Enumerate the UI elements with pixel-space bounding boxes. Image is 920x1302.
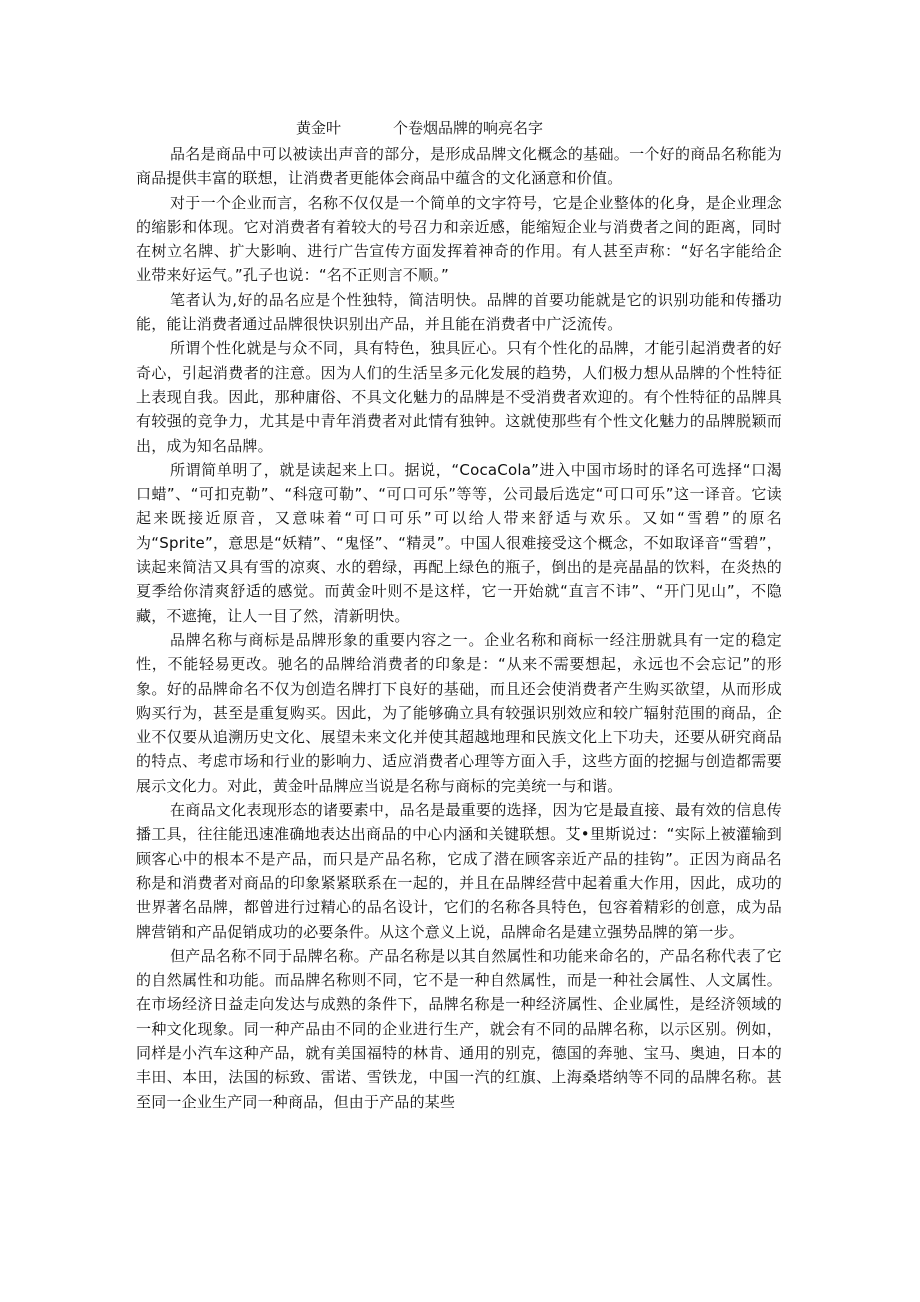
title-left: 黄金叶 xyxy=(296,119,342,137)
document-title xyxy=(296,117,776,139)
paragraph: 但产品名称不同于品牌名称。产品名称是以其自然属性和功能来命名的，产品名称代表了它的自然属性和功能。而品牌名称则不同，它不是一种自然属性，而是一种社会属性、人文属性。在市场经济日益走向发达与成熟的条件下，品牌名称是一种经济属性、企业属性，是经济领域的一种文化现象。同一种产品由不同的企业进行生产，就会有不同的品牌名称，以示区别。例如，同样是小汽车这种产品，就有美国福特的林肯、通用的别克，德国的奔驰、宝马、奥迪，日本的丰田、本田，法国的标致、雷诺、雪铁龙，中国一汽的红旗、上海桑塔纳等不同的品牌名称。甚至同一企业生产同一种商品，但由于产品的某些 xyxy=(136,946,782,1111)
paragraph: 所谓简单明了，就是读起来上口。据说，“CocaCola”进入中国市场时的译名可选择“口渴口蜡”、“可扣克勒”、“科寇可勒”、“可口可乐”等等，公司最后选定“可口可乐”这一译音。它读起来既接近原音，又意味着“可口可乐”可以给人带来舒适与欢乐。又如“雪碧”的原名为“Sprite”，意思是“妖精”、“鬼怪”、“精灵”。中国人很难接受这个概念，不如取译音“雪碧”，读起来简洁又具有雪的凉爽、水的碧绿，再配上绿色的瓶子，倒出的是亮晶晶的饮料，在炎热的夏季给你清爽舒适的感觉。而黄金叶则不是这样，它一开始就“直言不讳”、“开门见山”，不隐藏，不遮掩，让人一目了然，清新明快。 xyxy=(136,460,782,625)
paragraph: 品名是商品中可以被读出声音的部分，是形成品牌文化概念的基础。一个好的商品名称能为商品提供丰富的联想，让消费者更能体会商品中蕴含的文化涵意和价值。 xyxy=(136,145,782,188)
paragraph: 所谓个性化就是与众不同，具有特色，独具匠心。只有个性化的品牌，才能引起消费者的好奇心，引起消费者的注意。因为人们的生活呈多元化发展的趋势，人们极力想从品牌的个性特征上表现自我。因此，那种庸俗、不具文化魅力的品牌是不受消费者欢迎的。有个性特征的品牌具有较强的竞争力，尤其是中青年消费者对此情有独钟。这就使那些有个性文化魅力的品牌脱颖而出，成为知名品牌。 xyxy=(136,339,782,455)
title-right: 个卷烟品牌的响亮名字 xyxy=(393,119,544,137)
paragraph: 在商品文化表现形态的诸要素中，品名是最重要的选择，因为它是最直接、最有效的信息传播工具，往往能迅速准确地表达出商品的中心内涵和关键联想。艾•里斯说过：“实际上被灌输到顾客心中的根本不是产品，而只是产品名称，它成了潜在顾客亲近产品的挂钩”。正因为商品名称是和消费者对商品的印象紧紧联系在一起的，并且在品牌经营中起着重大作用，因此，成功的世界著名品牌，都曾进行过精心的品名设计，它们的名称各具特色，包容着精彩的创意，成为品牌营销和产品促销成功的必要条件。从这个意义上说，品牌命名是建立强势品牌的第一步。 xyxy=(136,801,782,941)
paragraph: 笔者认为,好的品名应是个性独特，简洁明快。品牌的首要功能就是它的识别功能和传播功能，能让消费者通过品牌很快识别出产品，并且能在消费者中广泛流传。 xyxy=(136,290,782,334)
paragraph: 品牌名称与商标是品牌形象的重要内容之一。企业名称和商标一经注册就具有一定的稳定性，不能轻易更改。驰名的品牌给消费者的印象是：“从来不需要想起，永远也不会忘记”的形象。好的品牌命名不仅为创造名牌打下良好的基础，而且还会使消费者产生购买欲望，从而形成购买行为，甚至是重复购买。因此，为了能够确立具有较强识别效应和较广辐射范围的商品，企业不仅要从追溯历史文化、展望未来文化并使其超越地理和民族文化上下功夫，还要从研究商品的特点、考虑市场和行业的影响力、适应消费者心理等方面入手，这些方面的挖掘与创造都需要展示文化力。对此，黄金叶品牌应当说是名称与商标的完美统一与和谐。 xyxy=(136,630,782,795)
paragraph: 对于一个企业而言，名称不仅仅是一个简单的文字符号，它是企业整体的化身，是企业理念的缩影和体现。它对消费者有着较大的号召力和亲近感，能缩短企业与消费者之间的距离，同时在树立名牌、扩大影响、进行广告宣传方面发挥着神奇的作用。有人甚至声称：“好名字能给企业带来好运气。”孔子也说：“名不正则言不顺。” xyxy=(136,193,782,285)
document-body xyxy=(136,142,782,1114)
